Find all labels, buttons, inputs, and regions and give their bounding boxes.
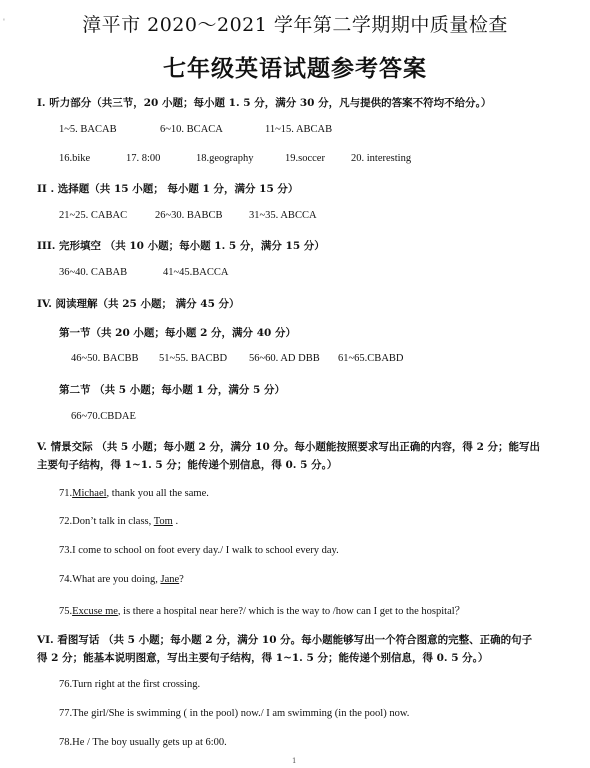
answer-11-15: 11~15. ABCAB bbox=[265, 124, 333, 135]
exam-title: 漳平市 2020～2021 学年第二学期期中质量检查 bbox=[82, 14, 508, 36]
answer-31-35: 31~35. ABCCA bbox=[249, 210, 317, 221]
answer-66-70: 66~70.CBDAE bbox=[71, 411, 136, 422]
answer-18: 18.geography bbox=[196, 153, 254, 164]
answer-20: 20. interesting bbox=[351, 153, 412, 164]
answer-76: 76.Turn right at the first crossing. bbox=[59, 679, 201, 690]
part-2-heading: 第二节 （共 5 小题；每小题 1 分，满分 5 分） bbox=[59, 384, 286, 396]
answer-19: 19.soccer bbox=[285, 153, 325, 164]
answer-72-pre: 72.Don’t talk in class, bbox=[59, 516, 154, 527]
answer-71 bbox=[59, 488, 209, 499]
answer-74-post: ? bbox=[179, 574, 184, 585]
answer-78: 78.He / The boy usually gets up at 6:00. bbox=[59, 737, 227, 748]
answer-1-5: 1~5. BACAB bbox=[59, 124, 117, 135]
answer-71-number: 71. bbox=[59, 488, 73, 499]
answer-72 bbox=[59, 516, 178, 527]
answer-36-40: 36~40. CABAB bbox=[59, 267, 128, 278]
section-2-heading: II . 选择题（共 15 小题； 每小题 1 分，满分 15 分） bbox=[37, 183, 299, 195]
answer-77: 77.The girl/She is swimming ( in the pool) now./ I am swimming (in the pool) now. bbox=[59, 708, 410, 719]
answer-6-10: 6~10. BCACA bbox=[160, 124, 223, 135]
answer-16: 16.bike bbox=[59, 153, 91, 164]
answer-72-post: . bbox=[172, 516, 179, 527]
answer-74-pre: 74.What are you doing, bbox=[59, 574, 161, 585]
answer-41-45: 41~45.BACCA bbox=[163, 267, 229, 278]
answer-71-rest: , thank you all the same. bbox=[106, 488, 209, 499]
answer-46-50: 46~50. BACBB bbox=[71, 353, 139, 364]
answer-74 bbox=[59, 574, 184, 585]
answer-21-25: 21~25. CABAC bbox=[59, 210, 128, 221]
answer-73: 73.I come to school on foot every day./ I walk to school every day. bbox=[59, 545, 339, 556]
answer-75-rest: , is there a hospital near here?/ which is the way to /how can I get to the hospital？ bbox=[117, 606, 466, 617]
section-1-heading: I. 听力部分（共三节，20 小题；每小题 1. 5 分，满分 30 分，凡与提供的答案不符均不给分。） bbox=[37, 97, 492, 109]
section-5-heading-cont: 主要句子结构，得 1~1. 5 分；能传递个别信息，得 0. 5 分。） bbox=[37, 459, 338, 471]
answer-51-55: 51~55. BACBD bbox=[159, 353, 228, 364]
corner-mark: ' bbox=[3, 18, 5, 26]
section-5-heading: V. 情景交际 （共 5 小题；每小题 2 分，满分 10 分。每小题能按照要求写出正确的内容，得 2 分；能写出 bbox=[37, 441, 541, 453]
answer-71-underlined: Michael bbox=[72, 488, 107, 499]
answer-72-underlined: Tom bbox=[153, 516, 173, 527]
answer-key-title: 七年级英语试题参考答案 bbox=[163, 55, 427, 82]
section-6-heading: VI. 看图写话 （共 5 小题；每小题 2 分，满分 10 分。每小题能够写出一个符合图意的完整、正确的句子 bbox=[37, 634, 533, 646]
section-6-heading-cont: 得 2 分；能基本说明图意，写出主要句子结构，得 1~1. 5 分；能传递个别信息，得 0. 5 分。） bbox=[37, 652, 489, 664]
answer-75-number: 75. bbox=[59, 606, 73, 617]
part-1-heading: 第一节（共 20 小题；每小题 2 分，满分 40 分） bbox=[59, 327, 296, 339]
answer-75 bbox=[59, 603, 465, 618]
answer-61-65: 61~65.CBABD bbox=[338, 353, 404, 364]
answer-56-60: 56~60. AD DBB bbox=[249, 353, 320, 364]
section-3-heading: III. 完形填空 （共 10 小题；每小题 1. 5 分，满分 15 分） bbox=[37, 240, 325, 252]
section-4-heading: IV. 阅读理解（共 25 小题； 满分 45 分） bbox=[37, 298, 240, 310]
page-number: 1 bbox=[292, 757, 297, 765]
answer-75-underlined: Excuse me bbox=[72, 606, 118, 617]
answer-17: 17. 8:00 bbox=[126, 153, 161, 164]
answer-74-underlined: Jane bbox=[160, 574, 180, 585]
answer-26-30: 26~30. BABCB bbox=[155, 210, 223, 221]
